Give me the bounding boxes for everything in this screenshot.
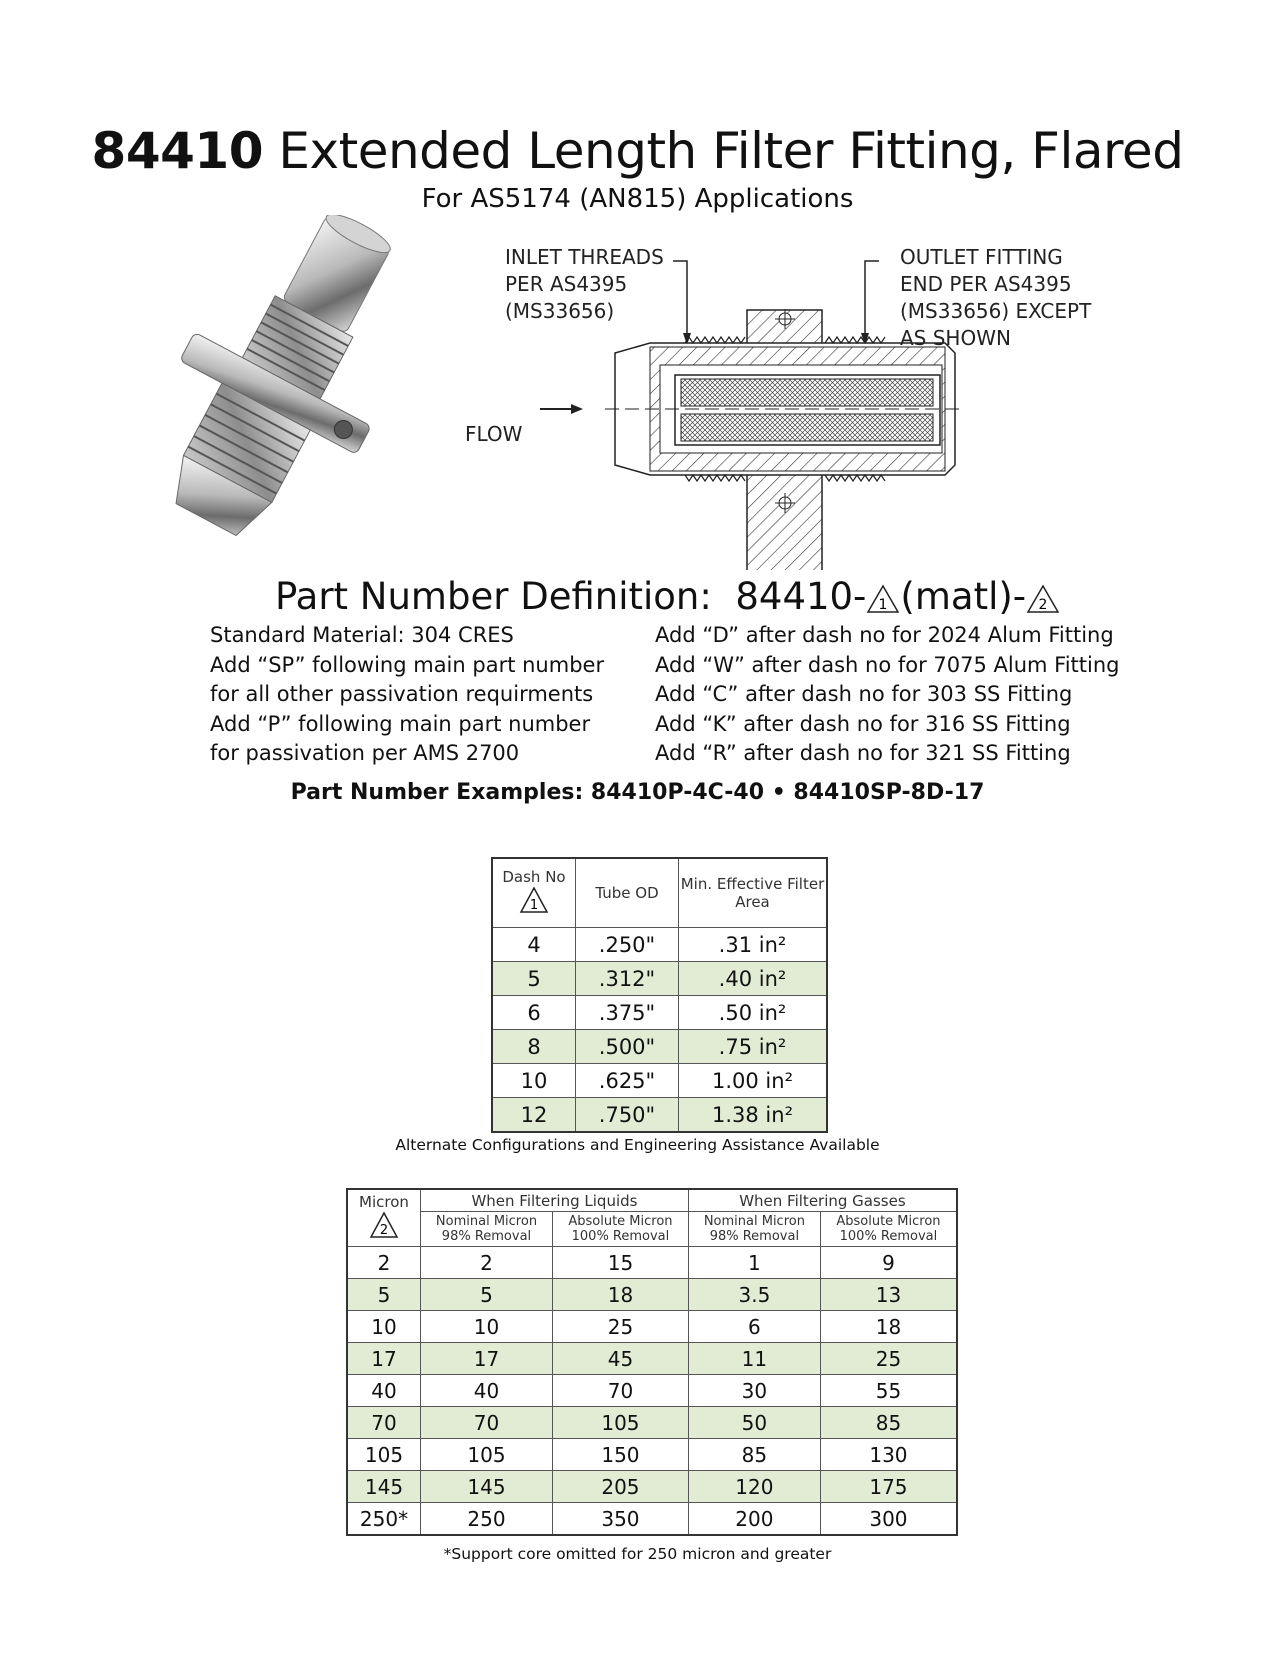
cell: 10 [492, 1064, 576, 1098]
cell: 150 [552, 1439, 688, 1471]
table-row [347, 1247, 957, 1279]
cell: 25 [820, 1343, 957, 1375]
note-line: Standard Material: 304 CRES [210, 623, 514, 647]
gasses-header: When Filtering Gasses [688, 1189, 957, 1212]
sub-header-line: 100% Removal [839, 1229, 938, 1244]
sub-header-line: Absolute Micron [836, 1214, 941, 1229]
cell: 5 [492, 962, 576, 996]
sub-header-line: 100% Removal [571, 1229, 670, 1244]
cell: 10 [347, 1311, 421, 1343]
sub-header [552, 1212, 688, 1247]
note-line: for passivation per AMS 2700 [210, 741, 520, 765]
cell: 250* [347, 1503, 421, 1536]
table-row [492, 996, 827, 1030]
cell: 205 [552, 1471, 688, 1503]
micron-table [346, 1188, 958, 1536]
marker-2-text: 2 [1038, 596, 1048, 613]
cell: 145 [421, 1471, 553, 1503]
table-row [347, 1503, 957, 1536]
part-number-examples: Part Number Examples: 84410P-4C-40 • 84410SP-8D-17 [290, 780, 985, 805]
cell: 30 [688, 1375, 820, 1407]
table-row [347, 1471, 957, 1503]
outlet-label-line: AS SHOWN [900, 326, 1011, 350]
cell: .500" [576, 1030, 679, 1064]
cell: .625" [576, 1064, 679, 1098]
pnd-middle: (matl)- [900, 575, 1027, 618]
cell: 5 [347, 1279, 421, 1311]
table-row [492, 1064, 827, 1098]
dash-no-header [492, 858, 576, 928]
table-row [492, 1098, 827, 1133]
title-part-number: 84410 [91, 122, 263, 180]
cell: 2 [347, 1247, 421, 1279]
marker-1-text: 1 [878, 596, 888, 613]
cell: 9 [820, 1247, 957, 1279]
table-row [347, 1311, 957, 1343]
cell: 130 [820, 1439, 957, 1471]
micron-header [347, 1189, 421, 1247]
cell: 12 [492, 1098, 576, 1133]
cell: 25 [552, 1311, 688, 1343]
cell: 2 [421, 1247, 553, 1279]
notes-right [655, 621, 1119, 769]
cell: 120 [688, 1471, 820, 1503]
cell: 85 [820, 1407, 957, 1439]
cell: 8 [492, 1030, 576, 1064]
page-title [0, 122, 1275, 180]
cell: 70 [552, 1375, 688, 1407]
table-row [347, 1375, 957, 1407]
micron-marker-text: 2 [379, 1223, 389, 1238]
cell: 105 [347, 1439, 421, 1471]
sub-header-line: Absolute Micron [568, 1214, 673, 1229]
cell: 5 [421, 1279, 553, 1311]
sub-header [421, 1212, 553, 1247]
notes-left [210, 621, 604, 769]
cell: 175 [820, 1471, 957, 1503]
cell: 50 [688, 1407, 820, 1439]
note-line: Add “D” after dash no for 2024 Alum Fitting [655, 623, 1114, 647]
table-row [492, 962, 827, 996]
cell: 1.00 in² [679, 1064, 828, 1098]
caption-support-core: *Support core omitted for 250 micron and greater [443, 1545, 832, 1563]
outlet-label-line: END PER AS4395 [900, 272, 1072, 296]
cell: 6 [492, 996, 576, 1030]
page-subtitle: For AS5174 (AN815) Applications [421, 184, 854, 214]
cell: 105 [552, 1407, 688, 1439]
inlet-label-line: (MS33656) [505, 299, 615, 323]
cell: 200 [688, 1503, 820, 1536]
cell: 17 [421, 1343, 553, 1375]
pnd-label: Part Number Definition: [275, 575, 712, 618]
table-row [347, 1407, 957, 1439]
sub-header [820, 1212, 957, 1247]
table-row [492, 928, 827, 962]
table-row [492, 1030, 827, 1064]
cell: 40 [347, 1375, 421, 1407]
cell: 40 [421, 1375, 553, 1407]
cell: 10 [421, 1311, 553, 1343]
table-row [347, 1279, 957, 1311]
cell: 1.38 in² [679, 1098, 828, 1133]
cell: 15 [552, 1247, 688, 1279]
part-number-definition [275, 575, 1060, 619]
note-line: Add “SP” following main part number [210, 652, 605, 677]
cell: .250" [576, 928, 679, 962]
outlet-label [900, 244, 1091, 352]
cell: 45 [552, 1343, 688, 1375]
cell: 18 [820, 1311, 957, 1343]
cell: 3.5 [688, 1279, 820, 1311]
outlet-label-line: (MS33656) EXCEPT [900, 299, 1092, 323]
tube-od-header: Tube OD [576, 858, 679, 928]
cell: 105 [421, 1439, 553, 1471]
liquids-header: When Filtering Liquids [421, 1189, 689, 1212]
outlet-label-line: OUTLET FITTING [900, 245, 1063, 269]
cell: 17 [347, 1343, 421, 1375]
cell: .375" [576, 996, 679, 1030]
note-line: for all other passivation requirments [210, 682, 594, 706]
note-line: Add “C” after dash no for 303 SS Fitting [655, 682, 1073, 706]
cell: 145 [347, 1471, 421, 1503]
cell: 300 [820, 1503, 957, 1536]
cell: 18 [552, 1279, 688, 1311]
marker-triangle-2-icon [1026, 584, 1060, 614]
inlet-label [505, 244, 664, 325]
cell: .750" [576, 1098, 679, 1133]
table-row [347, 1439, 957, 1471]
sub-header [688, 1212, 820, 1247]
cell: 6 [688, 1311, 820, 1343]
cell: 4 [492, 928, 576, 962]
marker-triangle-1-icon [519, 886, 549, 914]
cell: 85 [688, 1439, 820, 1471]
cell: .312" [576, 962, 679, 996]
pnd-prefix: 84410- [735, 575, 867, 618]
fitting-photo [100, 215, 445, 560]
sub-header-line: 98% Removal [709, 1229, 800, 1244]
cell: 1 [688, 1247, 820, 1279]
cell: .75 in² [679, 1030, 828, 1064]
cell: .40 in² [679, 962, 828, 996]
inlet-label-line: PER AS4395 [505, 272, 628, 296]
cell: 350 [552, 1503, 688, 1536]
cell: 55 [820, 1375, 957, 1407]
cell: 70 [347, 1407, 421, 1439]
cell: 13 [820, 1279, 957, 1311]
title-name: Extended Length Filter Fitting, Flared [278, 122, 1184, 180]
note-line: Add “P” following main part number [210, 711, 591, 736]
table-row [347, 1343, 957, 1375]
filter-area-header: Min. Effective Filter Area [679, 858, 828, 928]
micron-header-text: Micron [359, 1193, 409, 1211]
note-line: Add “W” after dash no for 7075 Alum Fitting [655, 652, 1120, 677]
marker-triangle-1-icon [866, 584, 900, 614]
cell: 70 [421, 1407, 553, 1439]
dash-no-header-text: Dash No [502, 868, 566, 886]
cell: .31 in² [679, 928, 828, 962]
dash-number-table [491, 857, 828, 1133]
caption-alternate-configurations: Alternate Configurations and Engineering Assistance Available [395, 1136, 880, 1154]
sub-header-line: Nominal Micron [703, 1214, 805, 1229]
inlet-label-line: INLET THREADS [505, 245, 664, 269]
note-line: Add “R” after dash no for 321 SS Fitting [655, 741, 1071, 765]
dash-marker-text: 1 [529, 898, 539, 913]
marker-triangle-2-icon [369, 1211, 399, 1239]
sub-header-line: 98% Removal [441, 1229, 532, 1244]
note-line: Add “K” after dash no for 316 SS Fitting [655, 711, 1071, 736]
cell: .50 in² [679, 996, 828, 1030]
cell: 250 [421, 1503, 553, 1536]
sub-header-line: Nominal Micron [435, 1214, 538, 1229]
flow-label: FLOW [465, 422, 523, 446]
cell: 11 [688, 1343, 820, 1375]
